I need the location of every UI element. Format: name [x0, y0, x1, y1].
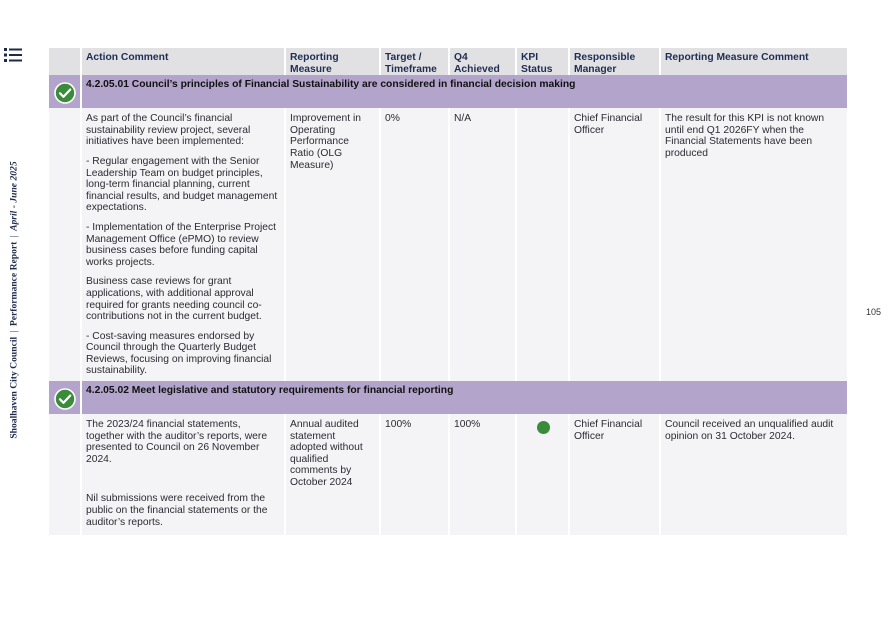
- responsible-manager-cell: Chief Financial Officer: [569, 108, 660, 381]
- performance-table: [49, 48, 847, 535]
- kpi-status-cell: [516, 108, 569, 381]
- comment-paragraph: Business case reviews for grant applications, with additional approval required for grants needing council co-contributions not in the current budget.: [86, 276, 262, 323]
- row-spacer-cell: [49, 108, 81, 381]
- table-header-row: [49, 48, 847, 75]
- page-number: 105: [866, 307, 882, 317]
- check-circle-icon: [54, 82, 76, 104]
- target-cell: 100%: [380, 414, 449, 535]
- side-title-separator: |: [8, 330, 20, 333]
- header-responsible-manager: Responsible Manager: [569, 48, 660, 75]
- side-report-title: [9, 161, 20, 438]
- section-row: [49, 381, 847, 414]
- section-status-cell: [49, 381, 81, 414]
- section-status-cell: [49, 75, 81, 108]
- header-action-comment: Action Comment: [81, 48, 285, 75]
- check-circle-icon: [54, 388, 76, 410]
- action-comment-cell: [81, 108, 285, 381]
- header-q4-achieved: Q4 Achieved: [449, 48, 516, 75]
- reporting-measure-cell: Annual audited statement adopted without qualified comments by October 2024: [285, 414, 380, 535]
- menu-list-icon[interactable]: [4, 47, 22, 63]
- header-target: Target / Timeframe: [380, 48, 449, 75]
- section-title: 4.2.05.02 Meet legislative and statutory requirements for financial reporting: [81, 381, 847, 414]
- section-title: 4.2.05.01 Council’s principles of Financial Sustainability are considered in financial decision making: [81, 75, 847, 108]
- comment-paragraph: The 2023/24 financial statements, together with the auditor’s reports, were presented to Council on 26 November 2024.: [86, 419, 268, 465]
- table-row: [49, 108, 847, 381]
- comment-paragraph: Nil submissions were received from the public on the financial statements or the auditor’s reports.: [86, 493, 268, 528]
- header-icon-cell: [49, 48, 81, 75]
- status-dot-icon: [537, 421, 550, 434]
- side-title-date: April - June 2025: [8, 161, 20, 231]
- q4-achieved-cell: 100%: [449, 414, 516, 535]
- responsible-manager-cell: Chief Financial Officer: [569, 414, 660, 535]
- row-spacer-cell: [49, 414, 81, 535]
- measure-comment-cell: Council received an unqualified audit opinion on 31 October 2024.: [660, 414, 847, 535]
- section-row: [49, 75, 847, 108]
- side-title-report: Performance Report: [8, 241, 20, 327]
- table-row: [49, 414, 847, 535]
- kpi-status-cell: [516, 414, 569, 535]
- header-measure-comment: Reporting Measure Comment: [660, 48, 847, 75]
- comment-paragraph: As part of the Council’s financial sustainability review project, several initiatives have been implemented:: [86, 113, 251, 148]
- q4-achieved-cell: N/A: [449, 108, 516, 381]
- comment-paragraph: - Regular engagement with the Senior Leadership Team on budget principles, long-term financial planning, current financial results, and budget management expectations.: [86, 155, 278, 214]
- action-comment-cell: [81, 414, 285, 535]
- header-reporting-measure: Reporting Measure: [285, 48, 380, 75]
- measure-comment-cell: The result for this KPI is not known until end Q1 2026FY when the Financial Statements have been produced: [660, 108, 847, 381]
- side-title-separator: |: [8, 235, 20, 238]
- target-cell: 0%: [380, 108, 449, 381]
- header-kpi-status: KPI Status: [516, 48, 569, 75]
- reporting-measure-cell: Improvement in Operating Performance Ratio (OLG Measure): [285, 108, 380, 381]
- side-title-org: Shoalhaven City Council: [8, 336, 20, 439]
- comment-paragraph: - Implementation of the Enterprise Project Management Office (ePMO) to review business cases before funding capital works projects.: [86, 221, 277, 268]
- comment-paragraph: - Cost-saving measures endorsed by Council through the Quarterly Budget Reviews, focusing on improving financial sustainability.: [86, 330, 272, 377]
